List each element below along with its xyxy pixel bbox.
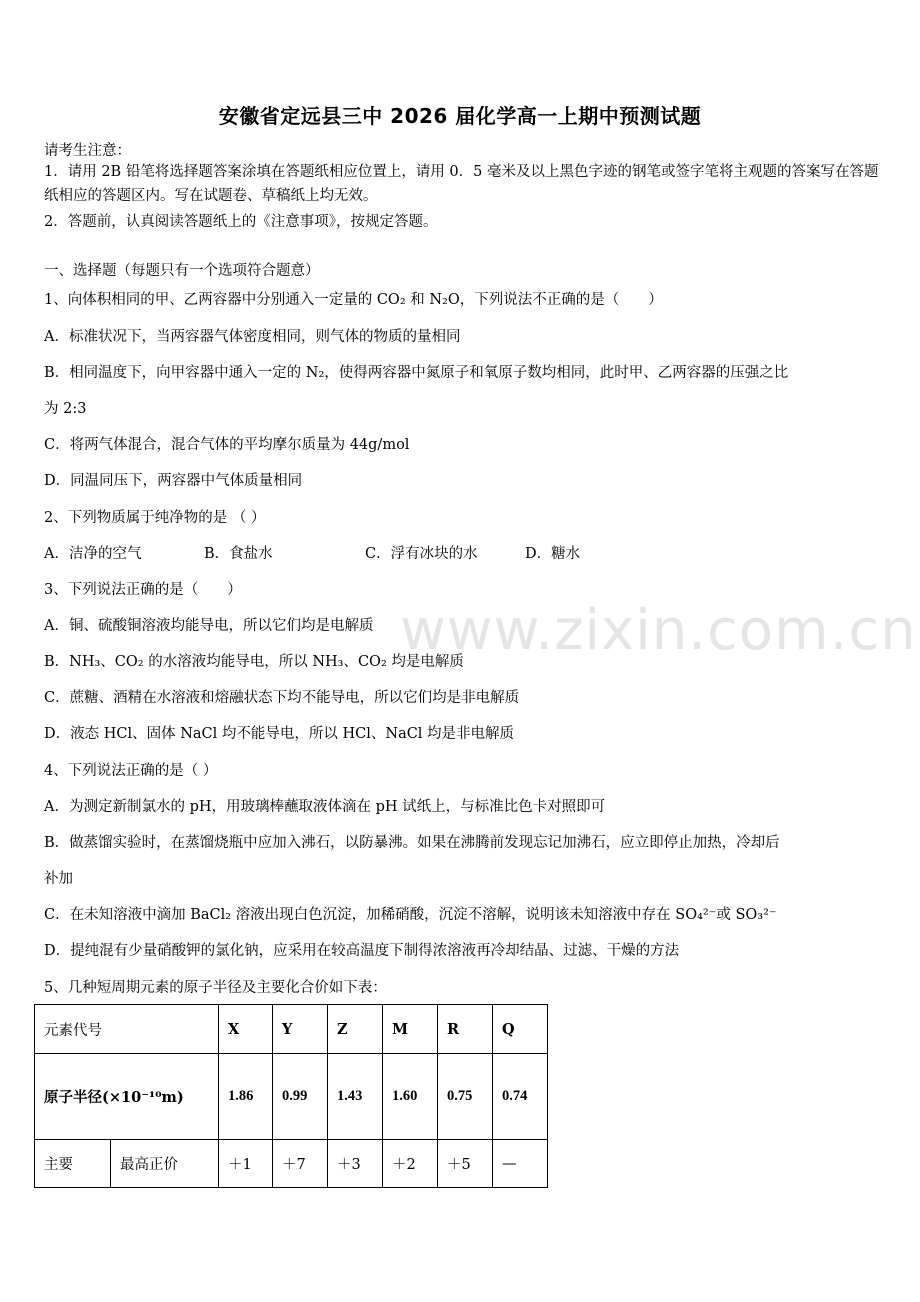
table-cell: ＋5 bbox=[438, 1140, 493, 1188]
table-header-label: 元素代号 bbox=[35, 1005, 219, 1054]
watermark: www.zixin.com.cn bbox=[400, 598, 917, 663]
table-cell: — bbox=[493, 1140, 548, 1188]
table-row bbox=[35, 1005, 548, 1054]
table-cell: 1.86 bbox=[219, 1054, 273, 1140]
table-cell: ＋2 bbox=[383, 1140, 438, 1188]
table-cell: R bbox=[438, 1005, 493, 1054]
q2-option-d: D．糖水 bbox=[525, 546, 581, 562]
q2-option-b: B．食盐水 bbox=[204, 546, 273, 562]
notice-item-1: 1．请用 2B 铅笔将选择题答案涂填在答题纸相应位置上，请用 0．5 毫米及以上黑色字迹的钢笔或签字笔将主观题的答案写在答题纸相应的答题区内。写在试题卷、草稿纸上均无效。 bbox=[44, 164, 879, 204]
table-max-valence-label: 最高正价 bbox=[111, 1140, 219, 1188]
q4-option-d: D．提纯混有少量硝酸钾的氯化钠，应采用在较高温度下制得浓溶液再冷却结晶、过滤、干燥的方法 bbox=[44, 943, 680, 959]
q4-option-a: A．为测定新制氯水的 pH，用玻璃棒蘸取液体滴在 pH 试纸上，与标准比色卡对照即可 bbox=[44, 799, 606, 815]
q2-options bbox=[44, 542, 580, 563]
page-title: 安徽省定远县三中 2026 届化学高一上期中预测试题 bbox=[218, 104, 702, 128]
q1-option-a: A．标准状况下，当两容器气体密度相同，则气体的物质的量相同 bbox=[44, 329, 461, 345]
q1-stem: 1、向体积相同的甲、乙两容器中分别通入一定量的 CO₂ 和 N₂O，下列说法不正确的是（ ） bbox=[44, 292, 663, 308]
table-cell: X bbox=[219, 1005, 273, 1054]
notice-heading: 请考生注意： bbox=[44, 143, 131, 159]
notice-item-2: 2．答题前，认真阅读答题纸上的《注意事项》，按规定答题。 bbox=[44, 214, 438, 230]
table-row bbox=[35, 1054, 548, 1140]
table-cell: 0.75 bbox=[438, 1054, 493, 1140]
table-cell: Q bbox=[493, 1005, 548, 1054]
table-radius-label: 原子半径(×10⁻¹⁰m) bbox=[35, 1054, 219, 1140]
table-cell: 1.43 bbox=[328, 1054, 383, 1140]
section-heading: 一、选择题（每题只有一个选项符合题意） bbox=[44, 263, 320, 279]
q1-option-c: C．将两气体混合，混合气体的平均摩尔质量为 44g/mol bbox=[44, 437, 410, 453]
table-cell: 0.74 bbox=[493, 1054, 548, 1140]
q1-option-b: B．相同温度下，向甲容器中通入一定的 N₂，使得两容器中氮原子和氧原子数均相同，此时甲、乙两容器的压强之比 bbox=[44, 365, 789, 381]
q3-stem: 3、下列说法正确的是（ ） bbox=[44, 582, 242, 598]
q4-option-c: C．在未知溶液中滴加 BaCl₂ 溶液出现白色沉淀，加稀硝酸，沉淀不溶解，说明该未知溶液中存在 SO₄²⁻或 SO₃²⁻ bbox=[44, 907, 777, 923]
q4-stem: 4、下列说法正确的是（ ） bbox=[44, 763, 218, 779]
q2-stem: 2、下列物质属于纯净物的是 （ ） bbox=[44, 510, 266, 526]
q5-stem: 5、几种短周期元素的原子半径及主要化合价如下表： bbox=[44, 980, 387, 996]
table-cell: Y bbox=[273, 1005, 328, 1054]
q3-option-b: B．NH₃、CO₂ 的水溶液均能导电，所以 NH₃、CO₂ 均是电解质 bbox=[44, 654, 464, 670]
table-cell: 0.99 bbox=[273, 1054, 328, 1140]
q2-option-a: A．洁净的空气 bbox=[44, 546, 142, 562]
q3-option-a: A．铜、硫酸铜溶液均能导电，所以它们均是电解质 bbox=[44, 618, 374, 634]
table-cell: M bbox=[383, 1005, 438, 1054]
q1-option-d: D．同温同压下，两容器中气体质量相同 bbox=[44, 473, 303, 489]
q3-option-c: C．蔗糖、酒精在水溶液和熔融状态下均不能导电，所以它们均是非电解质 bbox=[44, 690, 520, 706]
q1-option-b-cont: 为 2:3 bbox=[44, 401, 87, 417]
table-cell: ＋3 bbox=[328, 1140, 383, 1188]
element-table bbox=[34, 1004, 548, 1188]
q2-option-c: C．浮有冰块的水 bbox=[365, 546, 478, 562]
q3-option-d: D．液态 HCl、固体 NaCl 均不能导电，所以 HCl、NaCl 均是非电解质 bbox=[44, 726, 515, 742]
table-row bbox=[35, 1140, 548, 1188]
table-cell: 1.60 bbox=[383, 1054, 438, 1140]
q4-option-b: B．做蒸馏实验时，在蒸馏烧瓶中应加入沸石，以防暴沸。如果在沸腾前发现忘记加沸石，应立即停止加热，冷却后 bbox=[44, 835, 780, 851]
table-row3-label: 主要 bbox=[35, 1140, 111, 1188]
q4-option-b-cont: 补加 bbox=[44, 871, 73, 887]
table-cell: ＋1 bbox=[219, 1140, 273, 1188]
table-cell: ＋7 bbox=[273, 1140, 328, 1188]
table-cell: Z bbox=[328, 1005, 383, 1054]
